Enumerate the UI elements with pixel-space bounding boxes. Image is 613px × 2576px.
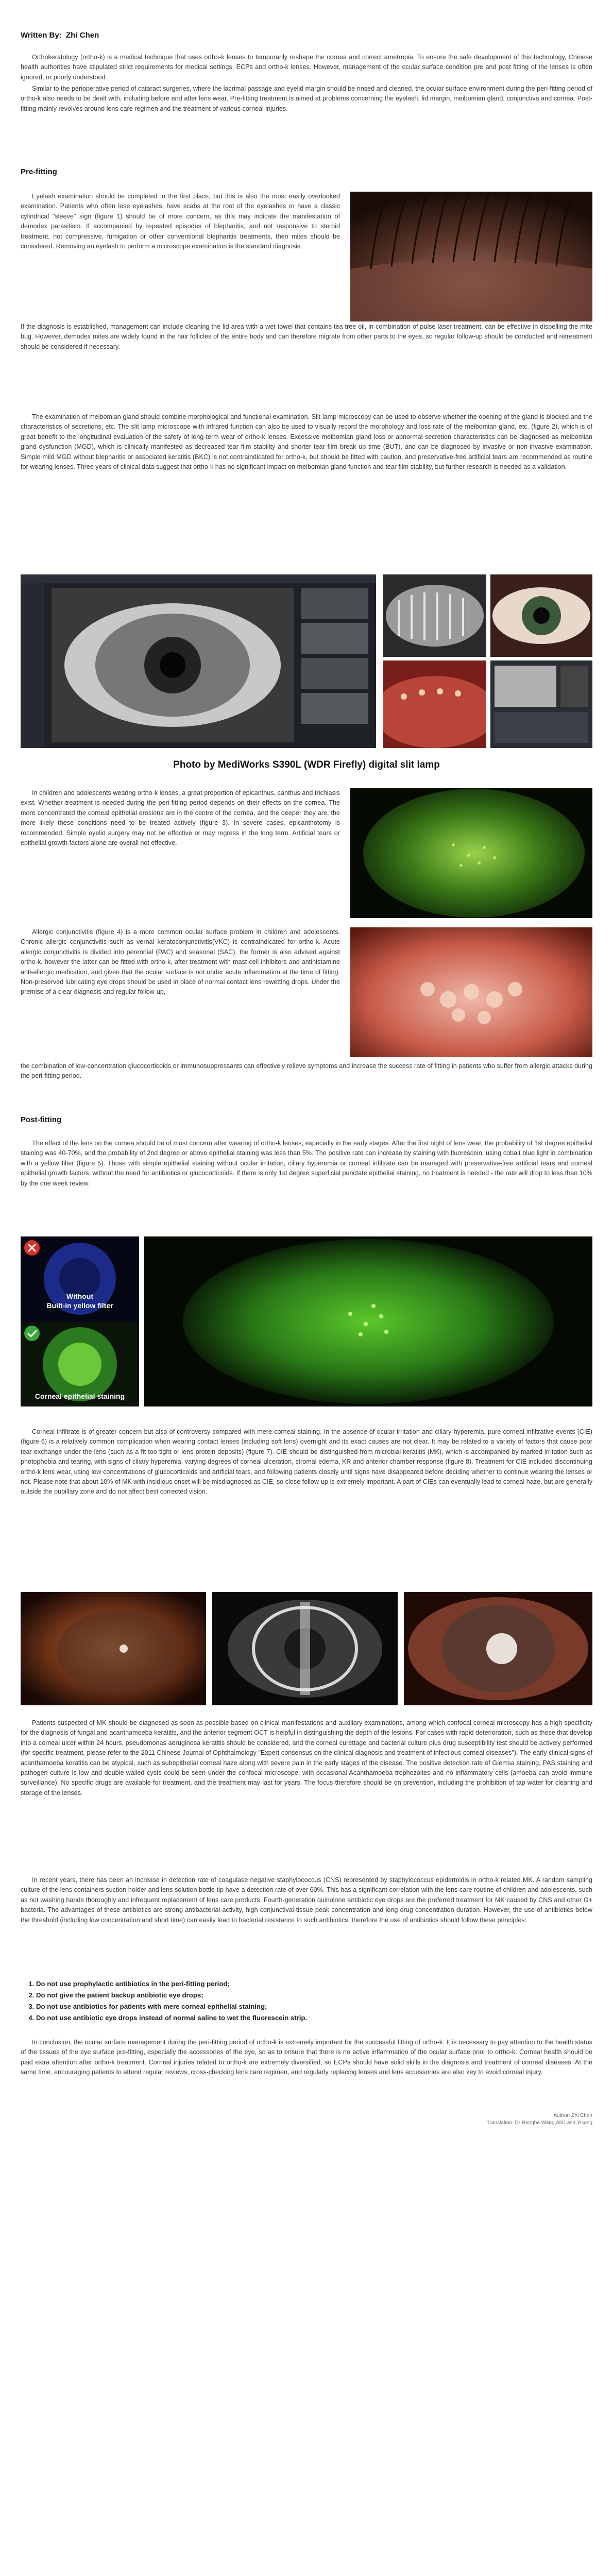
- figure-3-staining-photo: [350, 788, 592, 918]
- prefitting-paragraph-meibomian: The examination of meibomian gland should combine morphological and functional examination. Slit lamp microscopy can be used to observe whether the opening of the gland is blocked and the characteristics of secretions, etc. The slit lamp microscope with infrared function can also be used to visually record the morphology and loss rate of the meibomian gland, etc. (figure 2), which is of great benefit to the longitudinal evaluation of the safety of long-term wear of ortho-k lenses. Excessive meibomian gland loss or abnormal secretion characteristics can be diagnosed as meibomian gland dysfunction (MGD), which is clinically manifested as decreased tear film stability and shorter tear film break up time (BUT), and can be diagnosed by invasive or non-invasive examination. Simple mild MGD without blepharitis or associated keratitis (BKC) is not contraindicated for ortho-k, but should be fitted with caution, and preservative-free artificial tears are recommended as routine for wearing lenses. Three years of clinical data suggest that ortho-k has no significant impact on meibomian gland function and tear film stability, but further research is needed as a validation.: [21, 413, 592, 471]
- figure-7-lens-fit-photo: [212, 1592, 398, 1705]
- figure-2-anterior-eye-photo: [490, 574, 592, 657]
- author-name: Zhi Chen: [66, 31, 99, 40]
- prefitting-paragraph-eyelash: Eyelash examination should be completed in the first place, but this is also the most easily overlooked examination. Patients who often lose eyelashes, have scabs at the root of the eyelashes or have a classic cylindrical "sleeve" sign (figure 1) should be of more concern, as this may indicate the manifestation of demodex parasitism. If accompanied by repeated episodes of blepharitis, and not responsive to steroid treatment, not compressive, fumigation or other conventional blepharitis treatments, then mites should be considered. Removing an eyelash to perform a microscope examination is the standard diagnosis.: [21, 193, 340, 250]
- figure-2-slitlamp-software: [21, 574, 376, 748]
- figure-8-keratitis-photo: [404, 1592, 592, 1705]
- figure-4-allergic-conjunctivitis-photo: [350, 927, 592, 1057]
- prefitting-paragraph-eyelash-cont: If the diagnosis is established, management can include cleaning the lid area with a wet towel that contains tea tree oil, in combination of pulse laser treatment, can be effective in dispelling the mite bug. However, demodex mites are widely found in the hair follicles of the entire body and can therefore migrate from other parts to the eyes, so regular follow-up should be conducted and retreatment should be considered if necessary.: [21, 323, 592, 350]
- figure-2-software-panel: [490, 660, 592, 748]
- postfitting-paragraph-conclusion: In conclusion, the ocular surface management during the peri-fitting period of ortho-k is extremely important for the successful fitting of ortho-k. It is necessary to pay attention to the health status of the tissues of the eye surface pre-fitting, especially the accessories of the eye, so as to ensure that there is no active inflammation of the ocular surface prior to ortho-k. Corneal health should be paid extra attention after ortho-k treatment. Corneal injuries related to ortho-k are extremely diversified, so ECPs should have solid skills in the diagnosis and treatment of corneal diseases. At the same time, encouraging patients to attend regular reviews, cross-checking lens care regimen, and regularly replacing lenses and lens accessories are also key to avoid corneal injury.: [21, 2039, 592, 2076]
- figure-5-label-filter: Built-in yellow filter: [46, 1301, 113, 1310]
- footer-credits: [422, 2112, 592, 2127]
- figure-5-filter-comparison: [21, 1236, 139, 1406]
- principle-item: 4. Do not use antibiotic eye drops instead of normal saline to wet the fluorescein strip.: [36, 2012, 598, 2024]
- postfitting-paragraph-staining: The effect of the lens on the cornea should be of most concern after wearing of ortho-k lenses, especially in the early stages. After the first night of lens wear, the probability of 1st degree epithelial staining was 40-70%, and the probability of 2nd degree or above epithelial staining was less than 5%. The positive rate can increase by staining with fluorescein, using cobalt blue light in combination with a yellow filter (figure 5). Those with simple epithelial staining without ocular irritation, ciliary hyperemia or corneal infiltrate can be managed with preservative-free artificial tears and corneal epithelial growth factors, without the need for antibiotics or glucocorticoids. If there is only 1st degree superficial punctate epithelial staining, no treatment is needed - the rate will drop to less than 10% by the one week review.: [21, 1140, 592, 1187]
- section-title-prefitting: Pre-fitting: [21, 167, 57, 176]
- intro-paragraph-2: Similar to the perioperative period of cataract surgeries, where the lacrimal passage and eyelid margin should be rinsed and cleaned, the ocular surface environment during the peri-fitting period of ortho-k also needs to be dealt with, including before and after lens wear. Pre-fitting treatment is aimed at problems concerning the eyelash, lid margin, meibomian gland, conjunctiva and cornea. Post-fitting mainly revolves around lens care regimen and the treatment of various corneal injuries.: [21, 85, 592, 112]
- footer-translation: Translation: Dr Ronghe Wang,Alli Lasri,Yisong: [486, 2120, 592, 2126]
- postfitting-paragraph-infiltrate: Corneal infiltrate is of greater concern but also of controversy compared with mere corneal staining. In the absence of ocular irritation and ciliary hyperemia, pure corneal infiltrative events (CIE) (figure 6) is a relatively common complication when wearing contact lenses (including soft lens) overnight and its exact causes are not clear. It may be related to a variety of factors that cause poor tear exchange under the lens (such as a fit too tight or lens protein deposits) (figure 7). CIE should be distinguished from microbial keratitis (MK), which is accompanied by marked irritation such as photophobia and tearing, with signs of ciliary hyperemia, varying degrees of corneal ulceration, stromal edema, KR and anterior chamber response (figure 8). Treatment for CIE included discontinuing ortho-k lens wear, using low concentrations of glucocorticoids and artificial tears, and following patients closely until signs have disappeared before deciding whether to continue wearing the lenses or not. Please note that about 10% of MK with insidious onset will be misdiagnosed as CIE, so close follow-up is extremely important. A part of CIEs can eventually lead to corneal haze, but are generally outside the pupillary zone and do not affect best corrected vision.: [21, 1428, 592, 1496]
- postfitting-paragraph-mk: Patients suspected of MK should be diagnosed as soon as possible based on clinical manifestations and auxiliary examinations, among which confocal corneal microscopy has a high specificity for the diagnosis of fungal and acanthamoeba keratitis, and the anterior segment OCT is helpful in distinguishing the depth of the lesions. For cases with rapid deterioration, such as those that develop into a corneal ulcer within 24 hours, pseudomonas aeruginosa keratitis should be considered, and the corneal curettage and bacterial culture plus drug susceptibility test should be actively performed (for specific treatment, please refer to the 2011 Chinese Journal of Ophthalmology "Expert consensus on the clinical diagnosis and treatment of infectious corneal diseases"). The early clinical signs of acanthamoeba keratitis can be atypical, such as subepithelial corneal haze along with severe pain in the early stages of the disease. The positive detection rate of Giemsa staining, PAS staining and pathogen culture is low and double-walled cysts could be seen under the confocal microscope, with occasional Acanthamoeba trophozoites and no inflammatory cells (amoeba can avoid immune surveillance). No specific drugs are available for treatment, and the treatment may last for years. The focus therefore should be on prevention, including the prohibition of tap water for cleaning and storage of the lenses.: [21, 1719, 592, 1797]
- figure-2-gland-close-photo: [383, 660, 486, 748]
- figure-2-caption: Photo by MediWorks S390L (WDR Firefly) digital slit lamp: [173, 759, 440, 770]
- principle-item: 2. Do not give the patient backup antibiotic eye drops;: [36, 1990, 598, 2001]
- prefitting-paragraph-allergic: Allergic conjunctivitis (figure 4) is a more common ocular surface problem in children and adolescents. Chronic allergic conjunctivitis such as vernal keratoconjunctivitis(VKC) is contraindicated for ortho-k. Acute allergic conjunctivitis is divided into perennial (PAC) and seasonal (SAC), the former is also advised against ortho-k, however the latter can be fitted with ortho-k, after treatment with mast cell inhibitors and antihistamine anti-allergic medication, and given that the ocular surface is not under acute inflammation at the time of fitting. Non-preserved lubricating eye drops should be used in place of normal contact lens rewetting drops. Under the premise of a clear diagnosis and regular follow-up,: [21, 928, 340, 996]
- byline: [21, 31, 99, 40]
- prefitting-paragraph-allergic-cont: the combination of low-concentration glucocorticoids or immunosuppressants can effectively relieve symptoms and increase the success rate of fitting in patients who suffer from allergic attacks during the peri-fitting period.: [21, 1062, 592, 1080]
- principle-item: 3. Do not use antibiotics for patients with mere corneal epithelial staining;: [36, 2001, 598, 2012]
- figure-5-label-staining: Corneal epithelial staining: [35, 1392, 125, 1400]
- section-title-postfitting: Post-fitting: [21, 1115, 62, 1124]
- written-by-label: Written By:: [21, 31, 62, 40]
- figure-5-label-without: Without: [66, 1292, 93, 1300]
- antibiotic-principles-list: [25, 1978, 598, 2024]
- footer-author: Author: Zhi Chen: [553, 2113, 592, 2119]
- principle-item: 1. Do not use prophylactic antibiotics in the peri-fitting period;: [36, 1978, 598, 1990]
- figure-5-fluorescein-photo: [144, 1236, 592, 1406]
- figure-1-eyelash-photo: [350, 192, 592, 321]
- figure-6-infiltrate-photo: [21, 1592, 206, 1705]
- intro-paragraph-1: Orthokeratology (ortho-k) is a medical technique that uses ortho-k lenses to temporarily reshape the cornea and correct ametropia. To ensure the safe development of this technology, Chinese health authorities have stipulated strict requirements for medical settings, ECPs and ortho-k lenses. However, management of the ocular surface condition pre and post fitting of the lenses is often ignored, or poorly understood.: [21, 54, 592, 81]
- prefitting-paragraph-epicanthus: In children and adolescents wearing ortho-k lenses, a great proportion of epicanthus, canthus and trichiasis exist. Whether treatment is needed during the peri-fitting period depends on their effects on the cornea. The more concentrated the corneal epithelial erosions are in the centre of the cornea, and the deeper they are, the more likely these conditions need to be treated actively (figure 3). In severe cases, epicanthotomy is recommended. Simple eyelid surgery may not be effective or may regress in the long term. Artificial tears or epithelial growth factors alone are overall not effective.: [21, 789, 340, 847]
- figure-2-infrared-gland-photo: [383, 574, 486, 657]
- postfitting-paragraph-cns: In recent years, there has been an increase in detection rate of coagulase negative staphylococcus (CNS) represented by staphylococcus epidermidis in ortho-k related MK. A random sampling culture of the lens containers suction holder and lens solution bottle tip have a detection rate of over 60%. This has a significant correlation with the lens care routine of children and adolescents, such as not washing hands thoroughly and infrequent replacement of lens care products. Fourth-generation quinolone antibiotic eye drops are the preferred treatment for MK caused by CNS and other G+ bacteria. The advantages of these antibiotics are strong antibacterial activity, high conjunctival-tissue peak concentration and long drug concentration duration. However, the use of antibiotics below the threshold (including low concentration and short time) can easily lead to bacterial resistance to such antibiotics, therefore the use of antibiotics should follow these principles:: [21, 1876, 592, 1924]
